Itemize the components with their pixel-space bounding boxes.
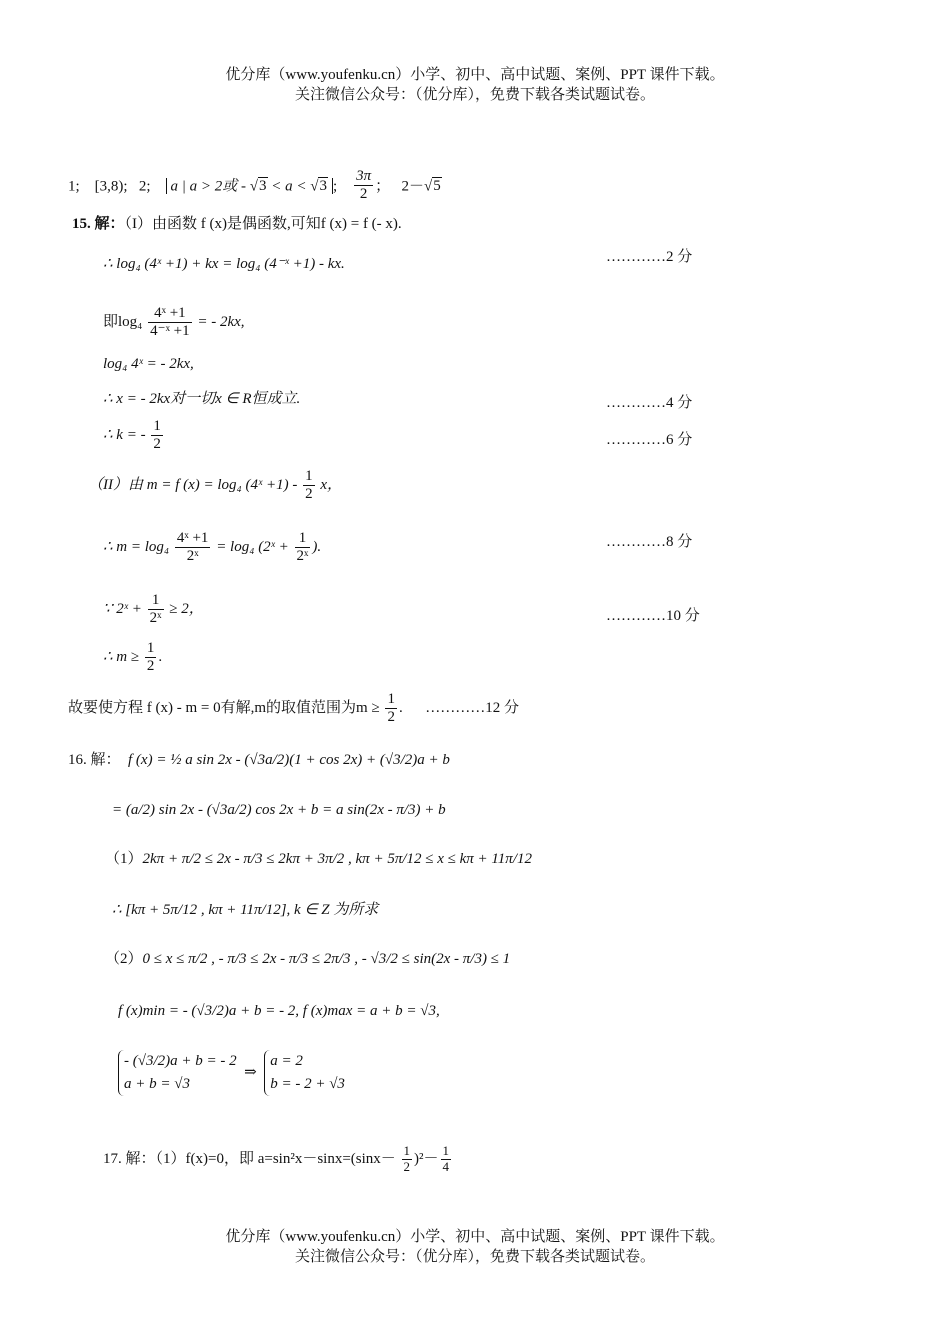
p15-ii-pre: （II）由 m = f (x) = log₄ (4ˣ +1) - [88, 477, 298, 494]
p16-line-2: = (a/2) sin 2x - (√3a/2) cos 2x + b = a sin(2x - π/3) + b [112, 802, 446, 818]
p15-line-1: ∴ log₄ (4ˣ +1) + kx = log₄ (4⁻ˣ +1) - kx. [103, 256, 345, 272]
p15-l2-post: = - 2kx, [197, 314, 245, 331]
p15-l6-post: ). [312, 539, 322, 556]
p15-line-4: ∴ x = - 2kx对一切x ∈ R恒成立. [103, 391, 301, 407]
p17-den2: 4 [442, 1158, 450, 1174]
p15-score-2: …………2 分 [606, 249, 693, 265]
p15-l6-den2: 2ˣ [296, 548, 309, 565]
p16-line-3 [105, 852, 532, 867]
p16-l3: 2kπ + π/2 ≤ 2x - π/3 ≤ 2kπ + 3π/2 , kπ + 5π/12 ≤ x ≤ kπ + 11π/12 [142, 851, 532, 867]
p15-l7-num: 1 [148, 592, 164, 610]
footer-line-2: 关注微信公众号：（优分库），免费下载各类试题试卷。 [294, 1249, 655, 1265]
p15-concl-post: . [398, 700, 403, 717]
answer-2-label: 2; [138, 178, 151, 195]
p15-score-12: …………12 分 [425, 700, 519, 717]
p15-l2-num: 4ˣ +1 [148, 305, 191, 323]
p15-ii-den: 2 [305, 486, 313, 503]
p15-l6-pre: ∴ m = log₄ [103, 539, 170, 556]
p15-line-5 [103, 418, 165, 454]
p15-score-6: …………6 分 [606, 432, 693, 448]
p17-den1: 2 [403, 1158, 411, 1174]
p17-frac-2 [441, 1144, 452, 1175]
p15-l2-frac [148, 305, 191, 341]
p16-system-1 [118, 1050, 237, 1096]
p16-line-6: f (x)min = - (√3/2)a + b = - 2, f (x)max = a + b = √3, [118, 1003, 440, 1019]
p16-line-4: ∴ [kπ + 5π/12 , kπ + 11π/12], k ∈ Z 为所求 [112, 902, 379, 918]
p15-title: 15. 解： [72, 216, 125, 232]
answer-3-den: 2 [359, 186, 368, 203]
p17-num2: 1 [442, 1143, 450, 1158]
p15-part1-intro: （I）由函数 f (x)是偶函数,可知f (x) = f (- x). [124, 216, 402, 232]
p15-l8-num: 1 [145, 640, 157, 658]
p16-implies-arrow: ⇒ [244, 1064, 257, 1081]
answers-row: 1; [3,8); 2; a | a > 2或 - √3 < a < √3 ; $\frac{3\pi}{2}$ ； 2－√5 [68, 168, 441, 203]
p16-line-5 [105, 952, 510, 967]
p15-l8-frac [145, 640, 157, 676]
p15-concl-pre: 故要使方程 f (x) - m = 0有解,m的取值范围为m ≥ [68, 700, 380, 717]
p15-l2-pre: 即log₄ [103, 314, 143, 331]
p16-l3-label: （1） [105, 851, 143, 867]
p15-ii-post: x， [320, 477, 343, 494]
p16-sys2-a: a = 2 [270, 1053, 303, 1069]
p15-ii-num: 1 [303, 468, 315, 486]
p15-l8-pre: ∴ m ≥ [103, 649, 140, 666]
p15-l6-frac-2 [295, 530, 311, 566]
p15-line-7 [103, 592, 204, 628]
p15-conclusion [68, 691, 519, 727]
p15-l7-post: ≥ 2， [169, 601, 204, 618]
p15-l5-den: 2 [153, 436, 161, 453]
p17-mid: )²－ [414, 1150, 439, 1167]
answer-2-pre: a | a > 2或 - [170, 178, 250, 195]
p17-num1: 1 [403, 1143, 411, 1158]
p15-score-10: …………10 分 [606, 608, 700, 624]
p15-concl-frac [385, 691, 397, 727]
p15-concl-den: 2 [387, 709, 395, 726]
p17-frac-1 [402, 1144, 413, 1175]
p16-sys2-b: b = - 2 + √3 [270, 1076, 345, 1092]
p15-l6-mid: = log₄ (2ˣ + [216, 539, 289, 556]
p15-l8-post: . [158, 649, 163, 666]
p15-line-8 [103, 640, 162, 676]
p15-intro [72, 217, 402, 232]
p15-l8-den: 2 [146, 658, 155, 675]
answer-2-end: ; [332, 178, 338, 195]
p16-l5: 0 ≤ x ≤ π/2 , - π/3 ≤ 2x - π/3 ≤ 2π/3 , - √3/2 ≤ sin(2x - π/3) ≤ 1 [142, 951, 511, 967]
p15-l6-num2: 1 [295, 530, 311, 548]
answer-1-value: [3,8) [94, 178, 124, 195]
footer-line-1: 优分库（www.youfenku.cn）小学、初中、高中试题、案例、PPT 课件下载。 [225, 1229, 725, 1245]
p15-l7-frac [148, 592, 164, 628]
p16-line-1 [68, 753, 450, 768]
p15-part2 [88, 468, 342, 504]
p15-line-6 [103, 530, 321, 566]
p16-sys1-a: - (√3/2)a + b = - 2 [124, 1053, 237, 1069]
p15-line-3: log₄ 4ˣ = - 2kx, [103, 356, 194, 372]
p17-text: 17. 解：（1）f(x)=0，即 a=sin²x－sinx=(sinx－ [103, 1150, 396, 1167]
p15-l5-frac [151, 418, 163, 454]
p15-l7-pre: ∵ 2ˣ + [103, 601, 142, 618]
p15-l6-den: 2ˣ [186, 548, 199, 565]
p15-score-8: …………8 分 [606, 534, 693, 550]
answer-4-sqrt: 5 [433, 178, 441, 195]
answer-4: 2－ [401, 178, 424, 195]
answer-3-fraction [354, 168, 373, 204]
p16-system [118, 1050, 345, 1096]
p15-l6-frac-1 [175, 530, 211, 566]
p17-line-1 [103, 1144, 453, 1175]
answer-3-num: 3π [354, 168, 373, 186]
answer-2-mid: < a < [267, 178, 311, 195]
p16-sys1-b: a + b = √3 [124, 1076, 190, 1092]
p16-l1: f (x) = ½ a sin 2x - (√3a/2)(1 + cos 2x) + (√3/2)a + b [128, 752, 450, 768]
answer-1-label: 1; [68, 178, 80, 195]
p15-l6-num: 4ˣ +1 [175, 530, 211, 548]
header-line-1: 优分库（www.youfenku.cn）小学、初中、高中试题、案例、PPT 课件下载。 [225, 67, 725, 83]
p16-l5-label: （2） [105, 951, 143, 967]
p15-l5-pre: ∴ k = - [103, 427, 146, 444]
answer-2-sqrt-b: 3 [319, 178, 327, 195]
p15-l5-num: 1 [151, 418, 163, 436]
p15-score-4: …………4 分 [606, 395, 693, 411]
p15-line-2 [103, 305, 245, 341]
p15-ii-frac [303, 468, 315, 504]
answer-2-sqrt: 3 [259, 178, 267, 195]
p15-l2-den: 4⁻ˣ +1 [150, 323, 190, 340]
p16-system-2 [264, 1050, 345, 1096]
p15-concl-num: 1 [385, 691, 397, 709]
p15-l7-den: 2ˣ [149, 610, 162, 627]
p16-title: 16. 解： [68, 752, 121, 768]
header-line-2: 关注微信公众号：（优分库），免费下载各类试题试卷。 [294, 87, 655, 103]
